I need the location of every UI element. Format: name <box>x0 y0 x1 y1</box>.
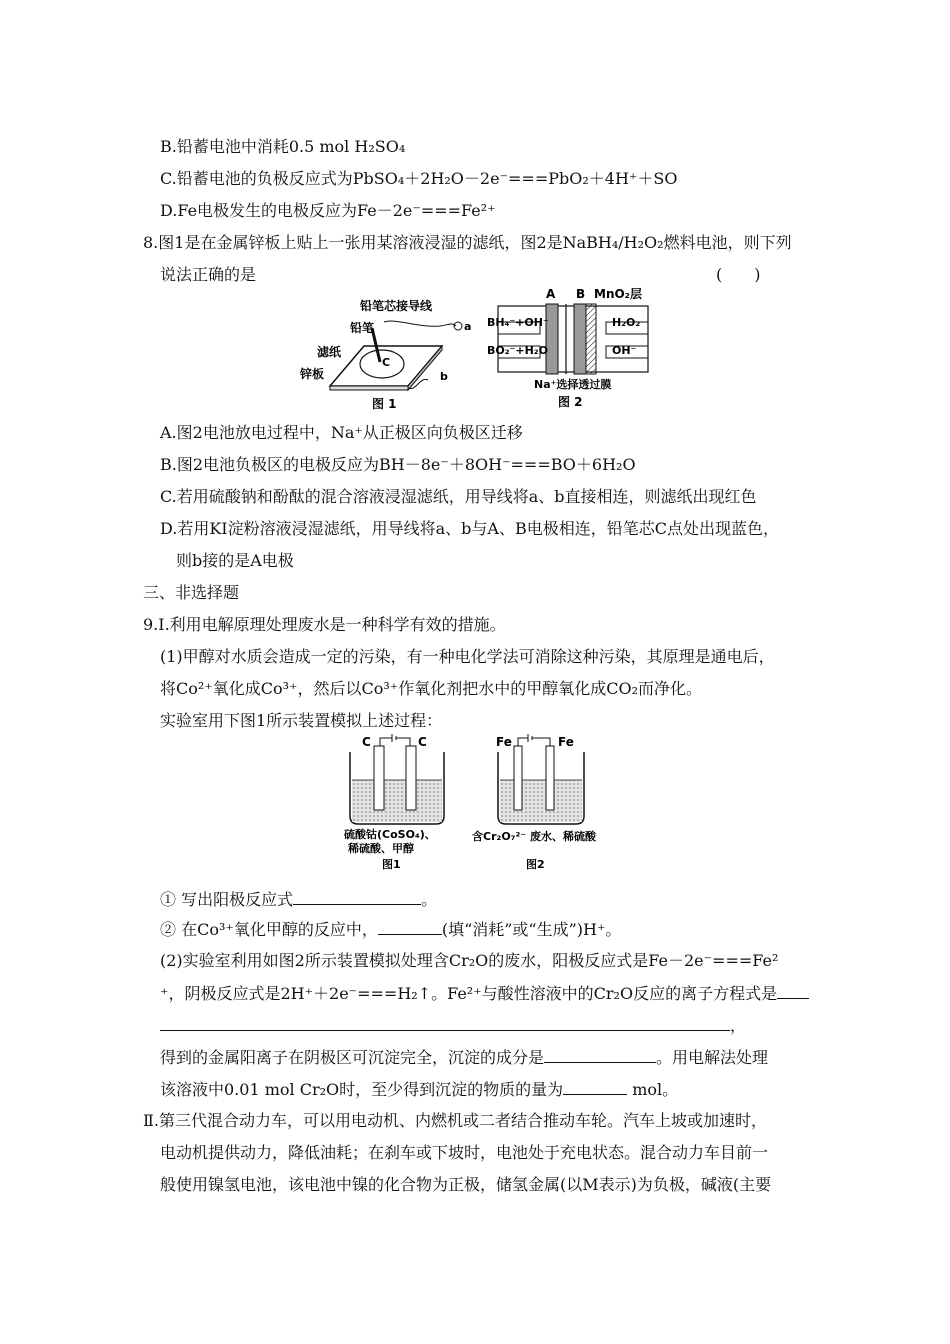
q9-fig2-caption: 图2 <box>526 858 545 871</box>
q9-figure-2 <box>468 734 608 874</box>
answer-blank-h-plus[interactable] <box>378 918 442 935</box>
q8-figure-1 <box>300 298 480 414</box>
q9-head: 9.Ⅰ.利用电解原理处理废水是一种科学有效的措施。 <box>143 615 506 634</box>
q9-p2-line1: (2)实验室利用如图2所示装置模拟处理含Cr₂O的废水，阳极反应式是Fe－2e⁻===Fe² <box>160 951 779 970</box>
q8-stem-line2: 说法正确的是 <box>160 265 257 284</box>
q8-figure-2 <box>484 282 664 412</box>
fig1-label-lead: 铅笔芯接导线 <box>360 299 433 313</box>
q9-p1-line3: 实验室用下图1所示装置模拟上述过程： <box>160 711 443 730</box>
q8-stem-line1: 8.图1是在金属锌板上贴上一张用某溶液浸湿的滤纸，图2是NaBH₄/H₂O₂燃料电池，则下列 <box>143 233 792 252</box>
answer-blank-amount[interactable] <box>563 1078 627 1095</box>
q9-p2-line5-end: mol。 <box>627 1080 679 1099</box>
q9-fig1-electrode-right: C <box>418 735 427 749</box>
q9-fig2-electrode-left: Fe <box>496 735 512 749</box>
q9-fig1-electrode-left: C <box>362 735 371 749</box>
section-heading: 三、非选择题 <box>143 583 240 602</box>
q9-fig2-solution: 含Cr₂O₇²⁻ 废水、稀硫酸 <box>472 830 596 843</box>
q9-sub1 <box>160 888 437 911</box>
q9-fig1-caption: 图1 <box>382 858 401 871</box>
q9-p2-line5 <box>160 1078 678 1101</box>
fig2-label-A: A <box>546 287 556 301</box>
q9-sub2-text: ② 在Co³⁺氧化甲醇的反应中， <box>160 920 378 939</box>
fig2-label-membrane: Na⁺选择透过膜 <box>534 378 612 391</box>
q9-p2-line2-text: ⁺，阴极反应式是2H⁺＋2e⁻===H₂↑。Fe²⁺与酸性溶液中的Cr₂O反应的离子方程式是 <box>160 984 778 1003</box>
fig2-label-mno2: MnO₂层 <box>594 287 642 301</box>
fig1-label-plate: 锌板 <box>300 367 325 381</box>
q9-sub1-end: 。 <box>421 890 438 909</box>
q9-p2-line2 <box>160 982 809 1005</box>
q8-option-c: C.若用硫酸钠和酚酞的混合溶液浸湿滤纸，用导线将a、b直接相连，则滤纸出现红色 <box>160 487 757 506</box>
fig1-label-paper: 滤纸 <box>317 345 342 359</box>
q9-sub2 <box>160 918 621 941</box>
q7-option-c: C.铅蓄电池的负极反应式为PbSO₄＋2H₂O－2e⁻===PbO₂＋4H⁺＋SO <box>160 169 678 188</box>
q9-sub1-text: ① 写出阳极反应式 <box>160 890 294 909</box>
fig1-label-b: b <box>440 370 448 383</box>
q9-p1-line1: (1)甲醇对水质会造成一定的污染，有一种电化学法可消除这种污染，其原理是通电后， <box>160 647 775 666</box>
q9-part2-line3: 般使用镍氢电池，该电池中镍的化合物为正极，储氢金属(以M表示)为负极，碱液(主要 <box>160 1175 772 1194</box>
q9-p2-line4-text: 得到的金属阳离子在阴极区可沉淀完全，沉淀的成分是 <box>160 1048 545 1067</box>
fig2-label-B: B <box>576 287 586 301</box>
fig2-label-oh: OH⁻ <box>612 344 637 357</box>
q7-option-d: D.Fe电极发生的电极反应为Fe－2e⁻===Fe²⁺ <box>160 201 496 220</box>
q9-figure-1 <box>340 734 460 874</box>
answer-blank-precipitate[interactable] <box>544 1046 656 1063</box>
q9-p2-line4 <box>160 1046 768 1069</box>
q8-option-a: A.图2电池放电过程中，Na⁺从正极区向负极区迁移 <box>160 423 523 442</box>
fig1-label-pencil: 铅笔 <box>350 321 375 335</box>
q9-p2-line3 <box>160 1014 746 1037</box>
q9-p1-line2: 将Co²⁺氧化成Co³⁺，然后以Co³⁺作氧化剂把水中的甲醇氧化成CO₂而净化。 <box>160 679 702 698</box>
q9-p2-line4-end: 。用电解法处理 <box>656 1048 769 1067</box>
fig2-label-bo2: BO₂⁻+H₂O <box>487 344 548 357</box>
q9-part2-line1: Ⅱ.第三代混合动力车，可以用电动机、内燃机或二者结合推动车轮。汽车上坡或加速时， <box>143 1111 767 1130</box>
q8-option-d-line1: D.若用KI淀粉溶液浸湿滤纸，用导线将a、b与A、B电极相连，铅笔芯C点处出现蓝色， <box>160 519 779 538</box>
answer-blank-anode[interactable] <box>293 888 421 905</box>
q9-fig1-solution-line2: 稀硫酸、甲醇 <box>348 842 414 855</box>
fig2-label-h2o2: H₂O₂ <box>612 316 641 329</box>
fig2-label-bh4: BH₄⁻+OH⁻ <box>487 316 549 329</box>
q9-p2-line5-text: 该溶液中0.01 mol Cr₂O时，至少得到沉淀的物质的量为 <box>160 1080 564 1099</box>
q9-p2-line3-end: ， <box>730 1016 747 1035</box>
q8-answer-bracket: ( ) <box>716 265 761 284</box>
fig1-label-a: a <box>464 320 472 333</box>
q9-fig1-solution-line1: 硫酸钴(CoSO₄)、 <box>344 828 436 841</box>
fig1-caption: 图 1 <box>372 397 397 411</box>
q9-part2-line2: 电动机提供动力，降低油耗；在刹车或下坡时，电池处于充电状态。混合动力车目前一 <box>160 1143 769 1162</box>
q9-sub2-end: (填“消耗”或“生成”)H⁺。 <box>441 920 622 939</box>
q7-option-b: B.铅蓄电池中消耗0.5 mol H₂SO₄ <box>160 137 406 156</box>
fig2-caption: 图 2 <box>558 395 583 409</box>
answer-blank-ionic-eq[interactable] <box>160 1014 730 1031</box>
fig1-label-c: C <box>382 356 391 369</box>
q9-fig2-electrode-right: Fe <box>558 735 574 749</box>
answer-blank-ionic-eq-start[interactable] <box>777 982 809 999</box>
q8-option-b: B.图2电池负极区的电极反应为BH－8e⁻＋8OH⁻===BO＋6H₂O <box>160 455 636 474</box>
q8-option-d-line2: 则b接的是A电极 <box>176 551 294 570</box>
